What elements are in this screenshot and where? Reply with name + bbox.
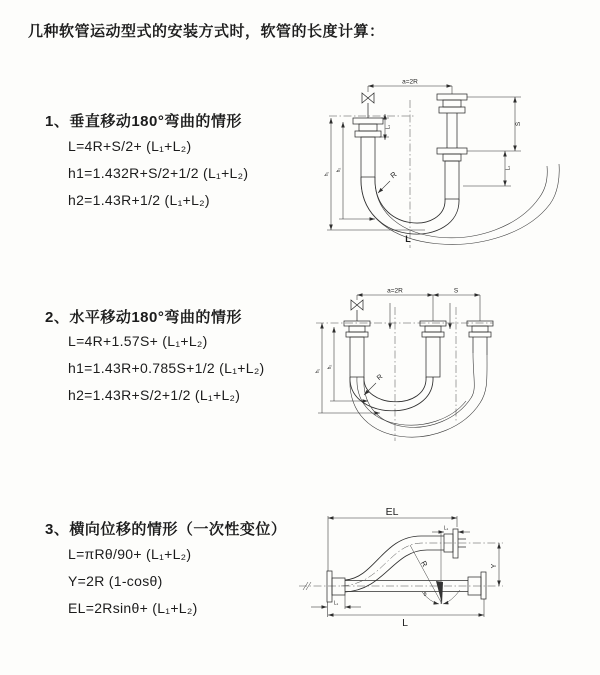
dim-label-s: S: [453, 287, 459, 295]
section-1-formula-h1: h1=1.432R+S/2+1/2 (L₁+L₂): [68, 165, 249, 181]
dim-y: [491, 543, 499, 586]
dim-l2: [463, 151, 512, 186]
dim-el: [328, 506, 457, 571]
page-title: 几种软管运动型式的安装方式时，软管的长度计算：: [28, 23, 385, 40]
dim-label-l1-bottom: L₁: [333, 600, 339, 607]
dim-label-h1: h₁: [315, 368, 321, 374]
dim-label-h2: h₂: [336, 167, 342, 173]
centerlines: [299, 543, 503, 586]
dim-h2: [327, 327, 368, 401]
section-3-formula-L: L=πRθ/90+ (L₁+L₂): [68, 546, 192, 562]
section-2-formula-L: L=4R+1.57S+ (L₁+L₂): [68, 333, 208, 349]
radius-callout: [364, 374, 384, 395]
section-1-formula-h2: h2=1.43R+1/2 (L₁+L₂): [68, 192, 210, 208]
section-2-formula-h1: h1=1.43R+0.785S+1/2 (L₁+L₂): [68, 360, 265, 376]
dim-length-l: [328, 599, 485, 629]
dim-label-l1: L₁: [385, 124, 392, 130]
dim-label-el: EL: [385, 506, 399, 518]
right-flange-assembly: [467, 321, 493, 355]
valve-icon: [362, 93, 374, 118]
diagram-horizontal-bend: [308, 283, 518, 461]
radius-label: R: [375, 373, 385, 383]
left-flange-assembly: [327, 571, 345, 602]
dim-label-l2: L₂: [505, 165, 512, 171]
valve-icon: [351, 300, 363, 321]
theta-label: θ: [423, 592, 427, 598]
dim-l1-bottom: [311, 595, 361, 609]
dim-h2: [336, 122, 375, 219]
dim-h1: [324, 118, 331, 230]
section-2-formula-h2: h2=1.43R+S/2+1/2 (L₁+L₂): [68, 387, 241, 403]
section-3-formula-EL: EL=2Rsinθ+ (L₁+L₂): [68, 600, 198, 616]
left-flange-assembly: [353, 118, 383, 177]
section-1-heading: 1、垂直移动180°弯曲的情形: [45, 113, 242, 130]
dim-label-s: S: [515, 121, 522, 127]
dim-l1-top: [432, 526, 470, 533]
dim-label-y: Y: [491, 563, 498, 569]
length-label: L: [405, 234, 411, 244]
straight-hose-position: [345, 572, 486, 599]
diagram-lateral-displacement: [295, 503, 598, 659]
right-flange-assembly: [437, 94, 467, 199]
radius-label: R: [388, 169, 399, 181]
dim-span-2r: [368, 79, 452, 95]
left-flange-assembly: [344, 321, 370, 377]
hose-curves: [350, 353, 487, 437]
section-3-heading: 3、横向位移的情形（一次性变位）: [45, 521, 287, 538]
radius-label: R: [418, 559, 430, 569]
dim-stroke-s: [467, 97, 522, 151]
dim-label-h2: h₂: [327, 364, 333, 370]
dim-label-span: a=2R: [387, 287, 403, 295]
dim-h1: [315, 323, 380, 413]
length-label: L: [402, 617, 408, 629]
dim-label-l1-top: L₁: [443, 525, 449, 532]
dim-stroke-s: [433, 288, 480, 322]
displaced-hose-position: [345, 529, 466, 592]
centerlines: [316, 307, 493, 441]
section-1-formula-L: L=4R+S/2+ (L₁+L₂): [68, 138, 192, 154]
radius-callout: [378, 169, 399, 193]
middle-flange-assembly: [420, 321, 446, 377]
dim-span-2r: [357, 288, 433, 322]
diagram-vertical-bend: [315, 74, 587, 254]
section-2-heading: 2、水平移动180°弯曲的情形: [45, 309, 242, 326]
dim-label-span: a=2R: [402, 78, 418, 86]
dim-label-h1: h₁: [324, 171, 330, 177]
dim-length-l: [327, 230, 425, 244]
section-3-formula-Y: Y=2R (1-cosθ): [68, 573, 163, 589]
